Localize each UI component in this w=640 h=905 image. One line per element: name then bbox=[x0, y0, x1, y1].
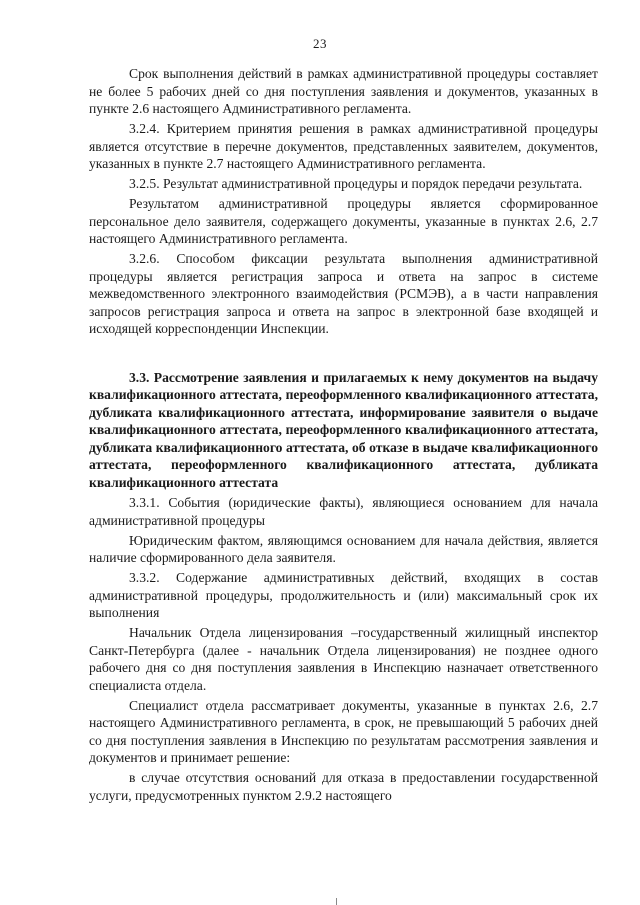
paragraph-3-2-6: 3.2.6. Способом фиксации результата выполнения административной процедуры является регистрация запроса и ответа на запрос в системе межведомственного электронного взаимодействия (РСМЭВ), а в части направления запросов регистрация запроса и ответа на запрос в электронной базе входящей и исходящей корреспонденции Инспекции. bbox=[89, 251, 598, 336]
paragraph-3-3-1: 3.3.1. События (юридические факты), являющиеся основанием для начала административной процедуры bbox=[89, 495, 598, 528]
paragraph-result: Результатом административной процедуры является сформированное персональное дело заявителя, содержащего документы, указанные в пунктах 2.6, 2.7 настоящего Административного регламента. bbox=[89, 196, 598, 246]
paragraph-3-3-2: 3.3.2. Содержание административных действий, входящих в состав административной процедуры, продолжительность и (или) максимальный срок их выполнения bbox=[89, 570, 598, 620]
scan-mark bbox=[330, 898, 344, 905]
paragraph-3-2-5: 3.2.5. Результат административной процедуры и порядок передачи результата. bbox=[129, 176, 583, 191]
section-heading-3-3: 3.3. Рассмотрение заявления и прилагаемых к нему документов на выдачу квалификационного аттестата, переоформленного квалификационного аттестата, дубликата квалификационного аттестата, информирование заявителя о выдаче квалификационного аттестата, переоформленного квалификационного аттестата, дубликата квалификационного аттестата, об отказе в выдаче квалификационного аттестата, переоформленного квалификационного аттестата, дубликата квалификационного аттестата bbox=[89, 369, 598, 490]
page-number: 23 bbox=[313, 36, 327, 51]
paragraph-processing-time: Срок выполнения действий в рамках административной процедуры составляет не более 5 рабочих дней со дня поступления заявления и документов, указанных в пункте 2.6 настоящего Административного регламента. bbox=[89, 66, 598, 116]
document-body bbox=[89, 65, 598, 807]
paragraph-head-of-department: Начальник Отдела лицензирования –государственный жилищный инспектор Санкт-Петербурга (далее - начальник Отдела лицензирования) не позднее одного рабочего дня со дня поступления заявления в Инспекцию назначает ответственного специалиста отдела. bbox=[89, 625, 598, 693]
paragraph-no-grounds: в случае отсутствия оснований для отказа в предоставлении государственной услуги, предусмотренных пунктом 2.9.2 настоящего bbox=[89, 770, 598, 803]
paragraph-specialist: Специалист отдела рассматривает документы, указанные в пунктах 2.6, 2.7 настоящего Административного регламента, в срок, не превышающий 5 рабочих дней со дня поступления заявления в Инспекцию по результатам рассмотрения заявления и документов и принимает решение: bbox=[89, 697, 598, 765]
paragraph-3-2-4: 3.2.4. Критерием принятия решения в рамках административной процедуры является отсутствие в перечне документов, представленных заявителем, документов, указанных в пункте 2.7 настоящего Административного регламента. bbox=[89, 121, 598, 171]
paragraph-legal-fact: Юридическим фактом, являющимся основанием для начала действия, является наличие сформированного дела заявителя. bbox=[89, 532, 598, 565]
